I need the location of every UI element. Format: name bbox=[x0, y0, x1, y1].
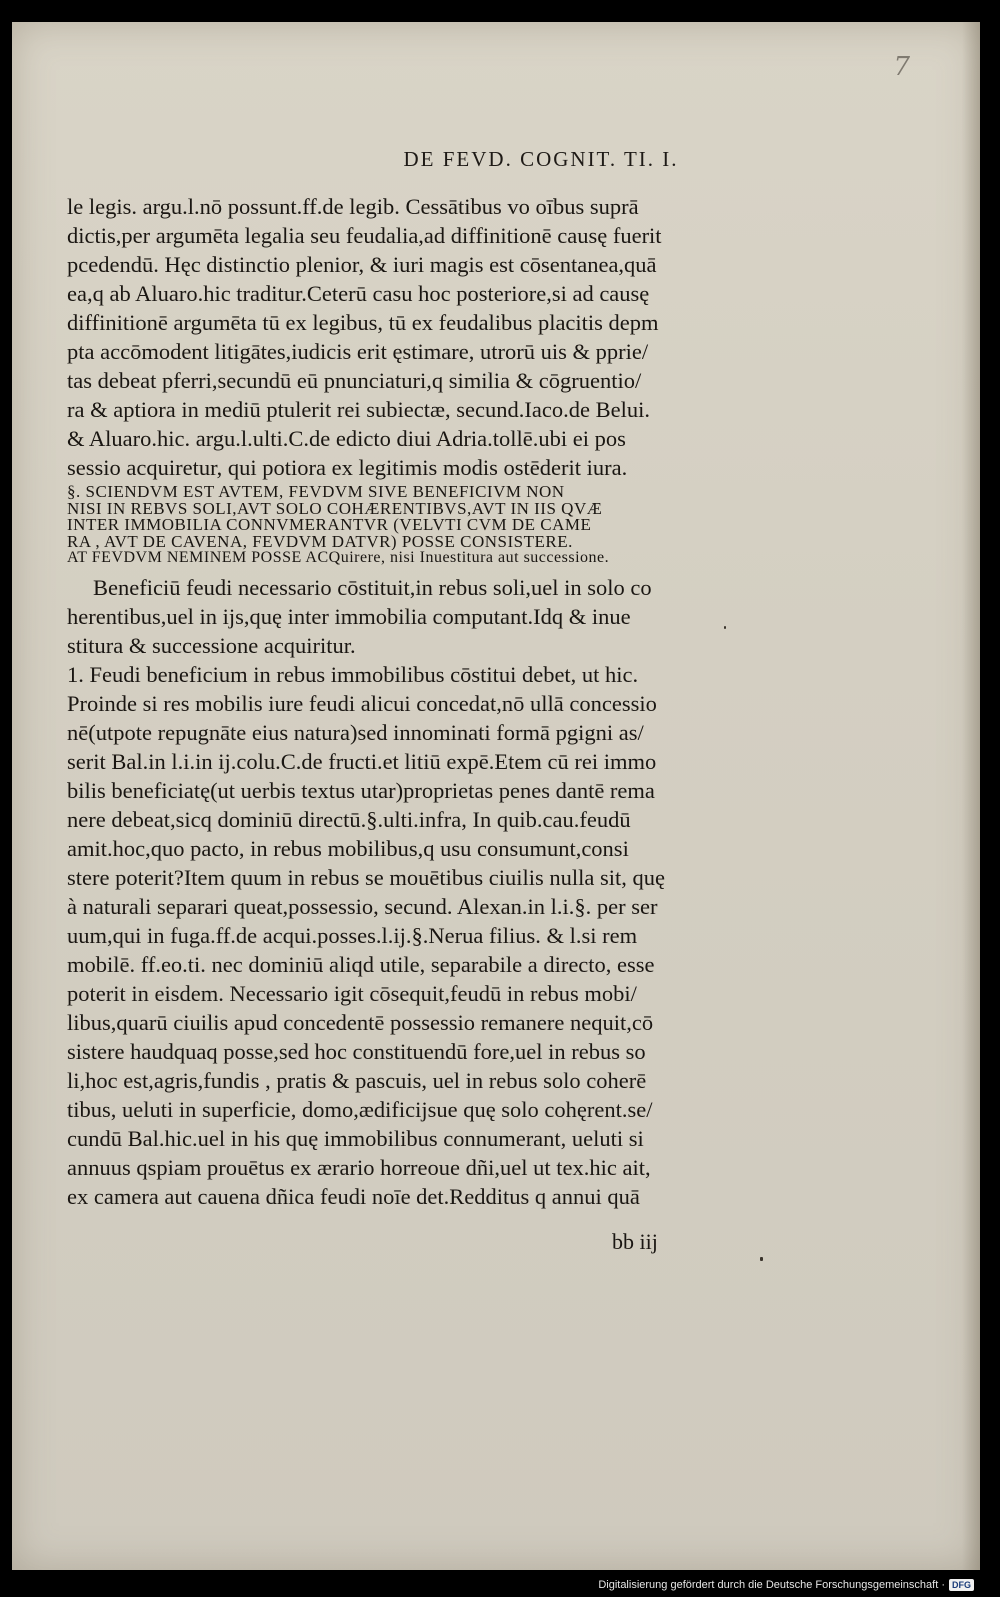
capitals-line: AT FEVDVM NEMINEM POSSE ACQuirere, nisi Inuestitura aut successione. bbox=[67, 550, 610, 566]
text-line: sessio acquiretur, qui potiora ex legitimis modis ostēderit iura. bbox=[67, 455, 628, 480]
footer-text: Digitalisierung gefördert durch die Deutsche Forschungsgemeinschaft · bbox=[598, 1579, 945, 1591]
text-line: nere debeat,sicq dominiū directū.§.ulti.infra, In quib.cau.feudū bbox=[67, 806, 631, 832]
capitals-section bbox=[67, 484, 737, 567]
text-line: ex camera aut cauena dñica feudi noīe det.Redditus q annui quā bbox=[67, 1183, 640, 1209]
text-line: tibus, ueluti in superficie, domo,ædificijsue quę solo cohęrent.se/ bbox=[67, 1096, 653, 1122]
paragraph-1 bbox=[67, 192, 737, 482]
text-line: pta accōmodent litigātes,iudicis erit ęstimare, utrorū uis & pprie/ bbox=[67, 339, 649, 364]
text-line: & Aluaro.hic. argu.l.ulti.C.de edicto diui Adria.tollē.ubi ei pos bbox=[67, 426, 626, 451]
text-line: 1. Feudi beneficium in rebus immobilibus cōstitui debet, ut hic. bbox=[67, 661, 639, 687]
text-line: ea,q ab Aluaro.hic traditur.Ceterū casu hoc posteriore,si ad causę bbox=[67, 281, 650, 306]
text-line: nē(utpote repugnāte eius natura)sed innominati formā pgigni as/ bbox=[67, 719, 644, 745]
handwritten-folio-number: 7 bbox=[893, 52, 910, 82]
text-line: serit Bal.in l.i.in ij.colu.C.de fructi.et litiū expē.Etem cū rei immo bbox=[67, 748, 657, 774]
summary-line: herentibus,uel in ijs,quę inter immobilia computant.Idq & inue bbox=[67, 603, 631, 629]
text-line: libus,quarū ciuilis apud concedentē possessio remanere nequit,cō bbox=[67, 1009, 654, 1035]
dfg-logo: DFG bbox=[949, 1579, 974, 1591]
text-line: pcedendū. Hęc distinctio plenior, & iuri magis est cōsentanea,quā bbox=[67, 252, 657, 277]
main-text-block bbox=[67, 192, 737, 1211]
catchword-signature: bb iij bbox=[612, 1229, 658, 1254]
page-edge-shadow bbox=[962, 22, 980, 1570]
ink-speck bbox=[760, 1257, 763, 1261]
text-line: à naturali separari queat,possessio, secund. Alexan.in l.i.§. per ser bbox=[67, 893, 658, 919]
text-line: bilis beneficiatę(ut uerbis textus utar)proprietas penes dantē rema bbox=[67, 777, 655, 803]
text-line: amit.hoc,quo pacto, in rebus mobilibus,q usu consumunt,consi bbox=[67, 835, 629, 861]
paragraph-2 bbox=[67, 660, 737, 1211]
text-line: li,hoc est,agris,fundis , pratis & pascuis, uel in rebus solo coherē bbox=[67, 1067, 647, 1093]
text-line: tas debeat pferri,secundū eū pnunciaturi,q similia & cōgruentio/ bbox=[67, 368, 642, 393]
text-line: annuus qspiam prouētus ex ærario horreoue dñi,uel ut tex.hic ait, bbox=[67, 1154, 651, 1180]
summary-paragraph bbox=[67, 573, 737, 660]
capitals-line: INTER IMMOBILIA CONNVMERANTVR (VELVTI CVM DE CAME bbox=[67, 517, 592, 534]
text-line: cundū Bal.hic.uel in his quę immobilibus connumerant, ueluti si bbox=[67, 1125, 644, 1151]
summary-line: Beneficiū feudi necessario cōstituit,in rebus soli,uel in solo co bbox=[93, 574, 652, 600]
text-line: sistere haudquaq posse,sed hoc constituendū fore,uel in rebus so bbox=[67, 1038, 646, 1064]
running-head: DE FEVD. COGNIT. TI. I. bbox=[403, 147, 679, 171]
text-line: dictis,per argumēta legalia seu feudalia,ad diffinitionē causę fuerit bbox=[67, 223, 662, 248]
summary-line: stitura & successione acquiritur. bbox=[67, 632, 356, 658]
book-page bbox=[12, 22, 980, 1570]
capitals-line: RA , AVT DE CAVENA, FEVDVM DATVR) POSSE CONSISTERE. bbox=[67, 533, 573, 550]
text-line: stere poterit?Item quum in rebus se mouētibus ciuilis nulla sit, quę bbox=[67, 864, 666, 890]
text-line: ra & aptiora in mediū ptulerit rei subiectæ, secund.Iaco.de Belui. bbox=[67, 397, 650, 422]
text-line: diffinitionē argumēta tū ex legibus, tū ex feudalibus placitis depm bbox=[67, 310, 659, 335]
digitization-footer bbox=[598, 1579, 974, 1591]
text-line: uum,qui in fuga.ff.de acqui.posses.l.ij.§.Nerua filius. & l.si rem bbox=[67, 922, 638, 948]
ink-speck bbox=[724, 626, 726, 629]
text-line: le legis. argu.l.nō possunt.ff.de legib. Cessātibus vo oībus suprā bbox=[67, 194, 639, 219]
text-line: Proinde si res mobilis iure feudi alicui concedat,nō ullā concessio bbox=[67, 690, 657, 716]
text-line: poterit in eisdem. Necessario igit cōsequit,feudū in rebus mobi/ bbox=[67, 980, 637, 1006]
capitals-line: §. SCIENDVM EST AVTEM, FEVDVM SIVE BENEFICIVM NON bbox=[67, 484, 565, 501]
capitals-line: NISI IN REBVS SOLI,AVT SOLO COHÆRENTIBVS,AVT IN IIS QVÆ bbox=[67, 500, 603, 517]
text-line: mobilē. ff.eo.ti. nec dominiū aliqd utile, separabile a directo, esse bbox=[67, 951, 655, 977]
